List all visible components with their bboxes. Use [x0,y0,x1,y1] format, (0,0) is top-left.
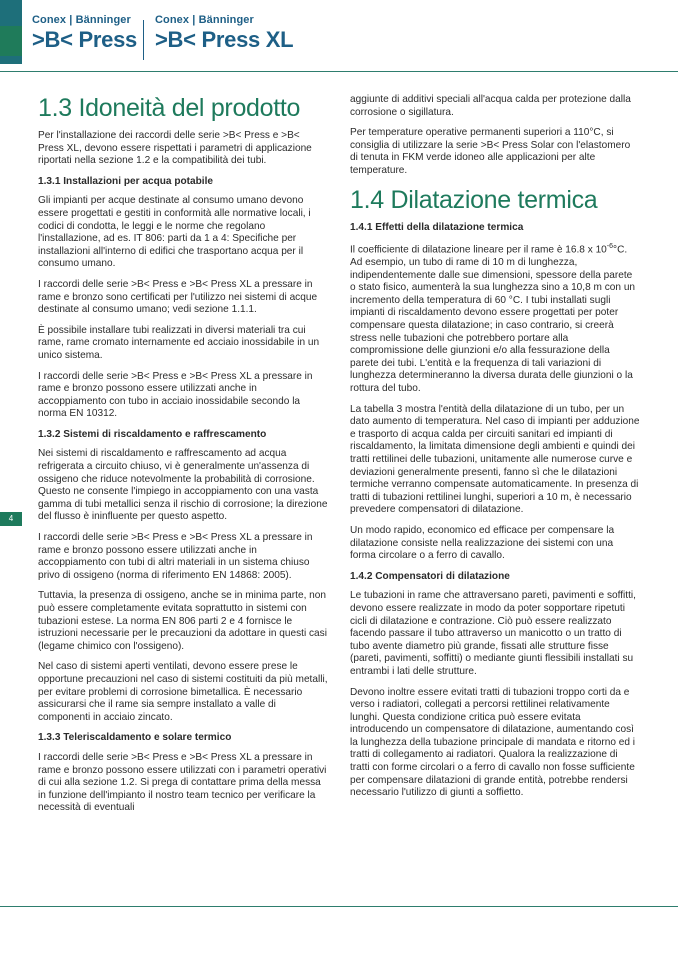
subsection-heading: 1.4.2 Compensatori di dilatazione [350,570,510,582]
header-accent-bar-green [0,26,22,56]
paragraph: Un modo rapido, economico ed efficace per compensare la dilatazione consiste nella realizzazione dei sistemi con una forma circolare o a ferro di cavallo. [350,524,615,562]
section-title: 1.4 Dilatazione termica [350,185,598,214]
brand-divider [143,20,144,60]
paragraph: I raccordi delle serie >B< Press e >B< Press XL a pressare in rame e bronzo sono certificati per l'utilizzo nei sistemi di acque destinate al consumo umano; vedi sezione 1.1.1. [38,278,318,316]
paragraph: I raccordi delle serie >B< Press e >B< Press XL a pressare in rame e bronzo possono essere utilizzati anche in accoppiamento con tubo in acciaio inossidabile secondo la norma EN 10312. [38,370,313,420]
brand-logo-press [32,14,137,53]
paragraph: Per l'installazione dei raccordi delle serie >B< Press e >B< Press XL, devono essere rispettati i parametri di applicazione riportati nella sezione 1.2 e la compatibilità dei tubi. [38,130,312,167]
subsection-heading: 1.3.1 Installazioni per acqua potabile [38,175,214,187]
paragraph: La tabella 3 mostra l'entità della dilatazione di un tubo, per un dato aumento di temperatura. Nel caso di impianti per adduzione e trasporto di acqua calda per circuiti sanitari ed impianti di riscaldamento, la limitata dimensione degli ambienti e quindi dei tratti rettilinei delle tubazioni, unitamente alle numerose curve e deviazioni generalmente presenti, fanno sì che le dilatazioni termiche verranno compensate automaticamente. In presenza di tratti di tubazioni rettilinei lunghi, superiori a 10 m, è necessario prevedere compensatori di dilatazione. [350,403,640,516]
text-run: Il coefficiente di dilatazione lineare per il rame è 16.8 x 10 [350,244,607,256]
company-name: Conex | Bänninger [155,14,254,26]
superscript: -6 [606,243,614,251]
company-name: Conex | Bänninger [32,14,131,26]
paragraph: Nel caso di sistemi aperti ventilati, devono essere prese le opportune precauzioni nel caso di sistemi costituiti da più metalli, per evitare problemi di corrosione bimetallica. È necessario assicurarsi che il rame sia sempre installato a valle di componenti in acciaio zincato. [38,661,328,723]
subsection-heading: 1.3.3 Teleriscaldamento e solare termico [38,732,232,744]
product-name: >B< Press [32,27,137,52]
header-rule [0,71,678,72]
paragraph: Nei sistemi di riscaldamento e raffrescamento ad acqua refrigerata a circuito chiuso, vi è generalmente un'assenza di ossigeno che riduce notevolmente la probabilità di corrosione. Questo ne consente l'impiego in accoppiamento con una vasta gamma di tubi metallici senza il rischio di corrosione; la direzione del flusso è ininfluente per questo aspetto. [38,448,328,523]
paragraph: Gli impianti per acque destinate al consumo umano devono essere progettati e gestiti in conformità alle normative locali, i codici di condotta, le leggi e le norme che regolano l'installazione, ad es. IT 806: parti da 1 a 4: Specifiche per installazioni all'interno di edifici che trasportano acqua per il consumo umano. [38,195,311,270]
page-number: 4 [0,512,22,526]
paragraph: I raccordi delle serie >B< Press e >B< Press XL a pressare in rame e bronzo possono essere utilizzati anche in accoppiamento con tubi di altri materiali in un sistema chiuso privo di ossigeno (norma di riferimento EN 14868: 2005). [38,532,313,581]
right-column [350,94,640,808]
paragraph: I raccordi delle serie >B< Press e >B< Press XL a pressare in rame e bronzo possono essere utilizzati con i parametri operativi di cui alla sezione 1.2. Si prega di contattare prima della messa in funzione dell'impianto il nostro team tecnico per verificare la necessità di eventuali [38,751,327,814]
product-name: >B< Press XL [155,27,294,52]
left-column [38,94,328,823]
paragraph: Devono inoltre essere evitati tratti di tubazioni troppo corti da e verso i radiatori, collegati a percorsi rettilinei relativamente lunghi. Questa condizione critica può essere evitata introducendo un compensatore di dilatazione, aumentando così la lunghezza della tubazione principale di mandata e ritorno ed i tratti di collegamento ai radiatori. Qualora la realizzazione di tratti con forme circolari o a ferro di cavallo non fosse sufficiente per compensare dilatazioni di grande entità, potrebbe rendersi necessario l'utilizzo di giunti a soffietto. [350,686,636,799]
subsection-heading: 1.3.2 Sistemi di riscaldamento e raffrescamento [38,428,267,440]
paragraph: Le tubazioni in rame che attraversano pareti, pavimenti e soffitti, devono essere realizzate in modo da poter sopportare ripetuti cicli di dilatazione e contrazione. Ciò può essere realizzato facendo passare il tubo attraverso un manicotto o un tratto di tubo avente diametro più grande, fissati alle strutture fisse (pareti, pavimenti, soffitti) o mediante giunti flessibili installati su entrambi i lati delle strutture. [350,590,636,677]
text-run: °C. Ad esempio, un tubo di rame di 10 m di lunghezza, indipendentemente dalle sue dimensioni, spessore della parete o stato fisico, aumenterà la sua lunghezza sino a 10,8 m con un incremento della temperatura di 60 °C. I tubi installati sugli impianti di riscaldamento devono essere progettati per poter compensare questa dilatazione; in caso contrario, si creerà stress nelle tubazioni che potrebbero portare alla compromissione delle giunzioni e/o alla fessurazione della parete dei tubi. L'entità e la frequenza di tali variazioni di lunghezza determineranno la diversa durata delle giunzioni o la rottura del tubo. [350,244,636,395]
paragraph: Tuttavia, la presenza di ossigeno, anche se in minima parte, non può essere completamente evitata soprattutto in sistemi con tubazioni estese. La norma EN 806 parti 2 e 4 fornisce le istruzioni necessarie per le precauzioni da adottare in questi casi (legame chimico con l'ossigeno). [38,590,327,652]
paragraph: È possibile installare tubi realizzati in diversi materiali tra cui rame, rame cromato internamente ed acciaio inossidabile in un unico sistema. [38,324,320,361]
footer-rule [0,906,678,907]
paragraph: aggiunte di additivi speciali all'acqua calda per protezione dalla corrosione o sigillatura. [350,94,631,118]
paragraph: Per temperature operative permanenti superiori a 110°C, si consiglia di utilizzare la serie >B< Press Solar con l'elastomero di tenuta in FKM verde idoneo alle applicazioni per alte temperature. [350,127,631,176]
section-title: 1.3 Idoneità del prodotto [38,94,301,122]
subsection-heading: 1.4.1 Effetti della dilatazione termica [350,221,524,233]
brand-logo-press-xl [155,14,293,53]
paragraph [350,241,640,395]
